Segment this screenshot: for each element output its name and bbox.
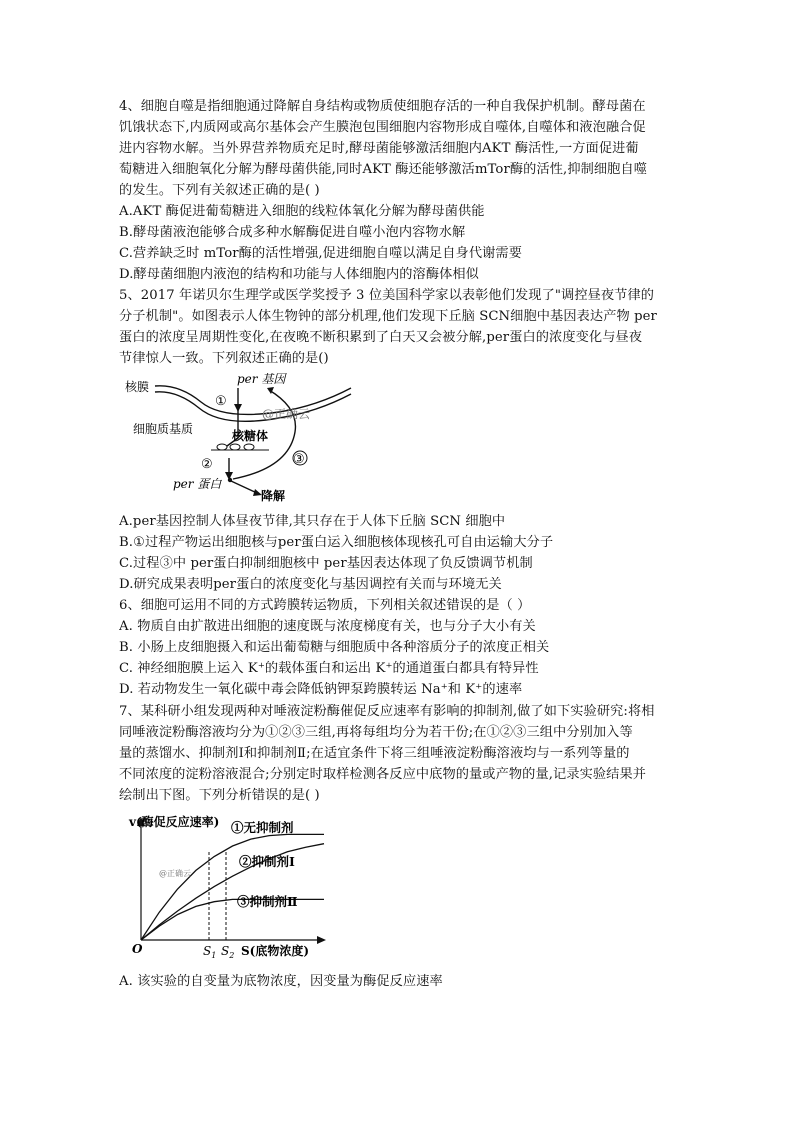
label-cytoplasm: 细胞质基质 bbox=[133, 422, 194, 436]
q4-stem-line-3: 进内容物水解。当外界营养物质充足时,酵母菌能够激活细胞内AKT 酶活性,一方面促进葡 bbox=[119, 141, 639, 156]
y-axis-label: v(酶促反应速率) bbox=[129, 815, 220, 829]
q4-option-c: C.营养缺乏时 mTor酶的活性增强,促进细胞自噬以满足自身代谢需要 bbox=[119, 246, 522, 261]
q5-option-a: A.per基因控制人体昼夜节律,其只存在于人体下丘脑 SCN 细胞中 bbox=[119, 514, 506, 529]
q4-stem-line-2: 饥饿状态下,内质网或高尔基体会产生膜泡包围细胞内容物形成自噬体,自噬体和液泡融合促 bbox=[119, 120, 646, 135]
q7-stem-line-5: 绘制出下图。下列分析错误的是( ) bbox=[119, 788, 320, 803]
q5-stem-line-2: 分子机制"。如图表示人体生物钟的部分机理,他们发现下丘脑 SCN细胞中基因表达产物 per bbox=[119, 309, 657, 324]
nuclear-membrane-outer bbox=[155, 386, 351, 415]
series-line-1 bbox=[141, 834, 324, 940]
x-axis-label: S(底物浓度) bbox=[241, 944, 310, 958]
q7-stem-line-4: 不同浓度的淀粉溶液混合;分别定时取样检测各反应中底物的量或产物的量,记录实验结果并 bbox=[119, 767, 647, 782]
diagram-watermark: @正确云 bbox=[262, 407, 311, 421]
q5-option-c: C.过程③中 per蛋白抑制细胞核中 per基因表达体现了负反馈调节机制 bbox=[119, 556, 533, 571]
q4-option-a: A.AKT 酶促进葡萄糖进入细胞的线粒体氧化分解为酵母菌供能 bbox=[119, 204, 485, 219]
q6-option-b: B. 小肠上皮细胞摄入和运出葡萄糖与细胞质中各种溶质分子的浓度正相关 bbox=[119, 640, 550, 655]
arrow-1-head bbox=[234, 404, 242, 412]
label-step-2: ② bbox=[201, 457, 213, 472]
legend-series-3: ③抑制剂Ⅱ bbox=[237, 894, 298, 909]
origin-label: O bbox=[132, 942, 143, 956]
legend-series-1: ①无抑制剂 bbox=[231, 820, 294, 835]
label-per-protein: per 蛋白 bbox=[173, 477, 222, 491]
label-step-1: ① bbox=[215, 394, 227, 409]
ribosome-3 bbox=[244, 444, 254, 450]
label-ribosome: 核糖体 bbox=[232, 429, 269, 443]
legend-series-2: ②抑制剂Ⅰ bbox=[239, 854, 295, 869]
q6-stem: 6、细胞可运用不同的方式跨膜转运物质，下列相关叙述错误的是（ ） bbox=[119, 598, 531, 613]
q6-option-a: A. 物质自由扩散进出细胞的速度既与浓度梯度有关，也与分子大小有关 bbox=[119, 619, 536, 634]
x-axis-arrow bbox=[317, 936, 326, 944]
label-degradation: 降解 bbox=[261, 489, 286, 503]
ribosome-1 bbox=[217, 444, 227, 450]
ribosome-2 bbox=[230, 444, 240, 450]
label-step-3: ③ bbox=[293, 452, 305, 467]
per-protein-dot bbox=[228, 478, 232, 482]
nuclear-membrane-inner bbox=[155, 392, 351, 422]
circadian-mechanism-diagram bbox=[119, 368, 359, 508]
x-tick-s2: $S_2$ bbox=[221, 944, 235, 960]
q7-option-a: A. 该实验的自变量为底物浓度，因变量为酶促反应速率 bbox=[119, 974, 443, 989]
x-tick-s1: $S_1$ bbox=[203, 944, 217, 960]
q4-option-b: B.酵母菌液泡能够合成多种水解酶促进自噬小泡内容物水解 bbox=[119, 225, 466, 240]
q4-stem-line-1: 4、细胞自噬是指细胞通过降解自身结构或物质使细胞存活的一种自我保护机制。酵母菌在 bbox=[119, 99, 646, 114]
q4-stem-line-5: 的发生。下列有关叙述正确的是( ) bbox=[119, 183, 320, 198]
q6-option-d: D. 若动物发生一氧化碳中毒会降低钠钾泵跨膜转运 Na⁺和 K⁺的速率 bbox=[119, 682, 523, 697]
q7-stem-line-3: 量的蒸馏水、抑制剂Ⅰ和抑制剂Ⅱ;在适宜条件下将三组唾液淀粉酶溶液均与一系列等量的 bbox=[119, 746, 630, 761]
q5-option-d: D.研究成果表明per蛋白的浓度变化与基因调控有关而与环境无关 bbox=[119, 577, 502, 592]
q5-stem-line-4: 节律惊人一致。下列叙述正确的是() bbox=[119, 351, 329, 366]
series-line-2 bbox=[141, 844, 324, 940]
label-per-gene: per 基因 bbox=[237, 372, 286, 386]
q5-stem-line-1: 5、2017 年诺贝尔生理学或医学奖授予 3 位美国科学家以表彰他们发现了"调控昼夜节律的 bbox=[119, 288, 655, 303]
reaction-rate-chart bbox=[119, 812, 349, 962]
q4-stem-line-4: 萄糖进入细胞氧化分解为酵母菌供能,同时AKT 酶还能够激活mTor酶的活性,抑制细胞自噬 bbox=[119, 162, 648, 177]
label-nuclear-membrane: 核膜 bbox=[125, 380, 150, 394]
chart-watermark: @正确云 bbox=[159, 869, 191, 878]
q7-stem-line-2: 同唾液淀粉酶溶液均分为①②③三组,再将每组均分为若干份;在①②③三组中分别加入等 bbox=[119, 725, 633, 740]
q5-option-b: B.①过程产物运出细胞核与per蛋白运入细胞核体现核孔可自由运输大分子 bbox=[119, 535, 554, 550]
q6-option-c: C. 神经细胞膜上运入 K⁺的载体蛋白和运出 K⁺的通道蛋白都具有特异性 bbox=[119, 661, 539, 676]
q5-stem-line-3: 蛋白的浓度呈周期性变化,在夜晚不断积累到了白天又会被分解,per蛋白的浓度变化与昼夜 bbox=[119, 330, 643, 345]
q7-stem-line-1: 7、某科研小组发现两种对唾液淀粉酶催促反应速率有影响的抑制剂,做了如下实验研究:将相 bbox=[119, 704, 655, 719]
q4-option-d: D.酵母菌细胞内液泡的结构和功能与人体细胞内的溶酶体相似 bbox=[119, 267, 479, 282]
